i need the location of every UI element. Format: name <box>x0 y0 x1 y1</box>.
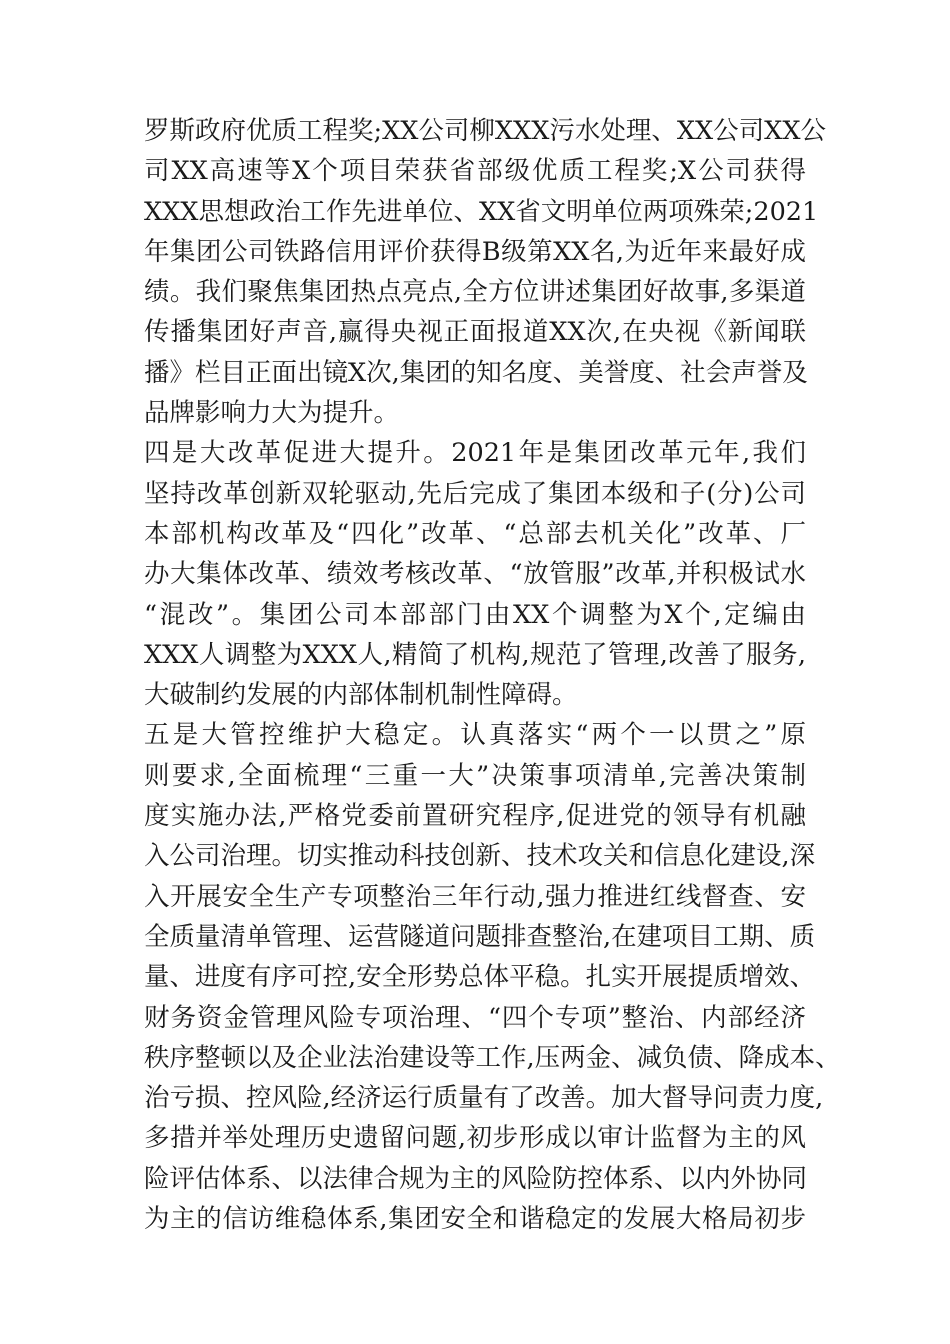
paragraph-line: 财务资金管理风险专项治理、“四个专项”整治、内部经济 <box>144 1002 806 1033</box>
paragraph-line: XXX人调整为XXX人,精简了机构,规范了管理,改善了服务, <box>144 639 806 670</box>
paragraph-3 <box>144 715 841 1239</box>
paragraph-1 <box>144 111 826 433</box>
paragraph-line: 为主的信访维稳体系,集团安全和谐稳定的发展大格局初步 <box>144 1204 806 1235</box>
paragraph-line: 全质量清单管理、运营隧道问题排查整治,在建项目工期、质 <box>144 921 816 952</box>
paragraph-line: 坚持改革创新双轮驱动,先后完成了集团本级和子(分)公司 <box>144 478 806 509</box>
paragraph-line: 绩。我们聚焦集团热点亮点,全方位讲述集团好故事,多渠道 <box>144 277 806 308</box>
body-text <box>144 111 841 1239</box>
paragraph-line: 量、进度有序可控,安全形势总体平稳。扎实开展提质增效、 <box>144 962 816 993</box>
paragraph-line: 大破制约发展的内部体制机制性障碍。 <box>144 680 578 711</box>
paragraph-line: XXX思想政治工作先进单位、XX省文明单位两项殊荣;2021 <box>144 196 819 227</box>
paragraph-line: 险评估体系、以法律合规为主的风险防控体系、以内外协同 <box>144 1163 808 1194</box>
paragraph-line: 年集团公司铁路信用评价获得B级第XX名,为近年来最好成 <box>144 236 806 267</box>
paragraph-line: 罗斯政府优质工程奖;XX公司柳XXX污水处理、XX公司XX公 <box>144 116 826 146</box>
paragraph-line: 入开展安全生产专项整治三年行动,强力推进红线督查、安 <box>144 881 806 912</box>
paragraph-line: 传播集团好声音,赢得央视正面报道XX次,在央视《新闻联 <box>144 317 806 348</box>
paragraph-line: 入公司治理。切实推动科技创新、技术攻关和信息化建设,深 <box>144 841 816 872</box>
paragraph-line: 则要求,全面梳理“三重一大”决策事项清单,完善决策制 <box>144 760 806 791</box>
paragraph-line: 播》栏目正面出镜X次,集团的知名度、美誉度、社会声誉及 <box>144 357 808 388</box>
paragraph-line: 治亏损、控风险,经济运行质量有了改善。加大督导问责力度, <box>144 1083 824 1114</box>
paragraph-line: 司XX高速等X个项目荣获省部级优质工程奖;X公司获得 <box>144 156 806 187</box>
paragraph-line: “混改”。集团公司本部部门由XX个调整为X个,定编由 <box>144 599 806 630</box>
paragraph-line: 秩序整顿以及企业法治建设等工作,压两金、减负债、降成本、 <box>144 1042 841 1073</box>
paragraph-line: 本部机构改革及“四化”改革、“总部去机关化”改革、厂 <box>144 518 806 549</box>
paragraph-line: 四是大改革促进大提升。2021年是集团改革元年,我们 <box>144 438 806 469</box>
paragraph-line: 多措并举处理历史遗留问题,初步形成以审计监督为主的风 <box>144 1123 806 1154</box>
paragraph-line: 度实施办法,严格党委前置研究程序,促进党的领导有机融 <box>144 801 806 832</box>
paragraph-line: 品牌影响力大为提升。 <box>144 398 400 429</box>
paragraph-2 <box>144 433 806 715</box>
paragraph-line: 办大集体改革、绩效考核改革、“放管服”改革,并积极试水 <box>144 559 806 590</box>
paragraph-line: 五是大管控维护大稳定。认真落实“两个一以贯之”原 <box>144 720 806 751</box>
